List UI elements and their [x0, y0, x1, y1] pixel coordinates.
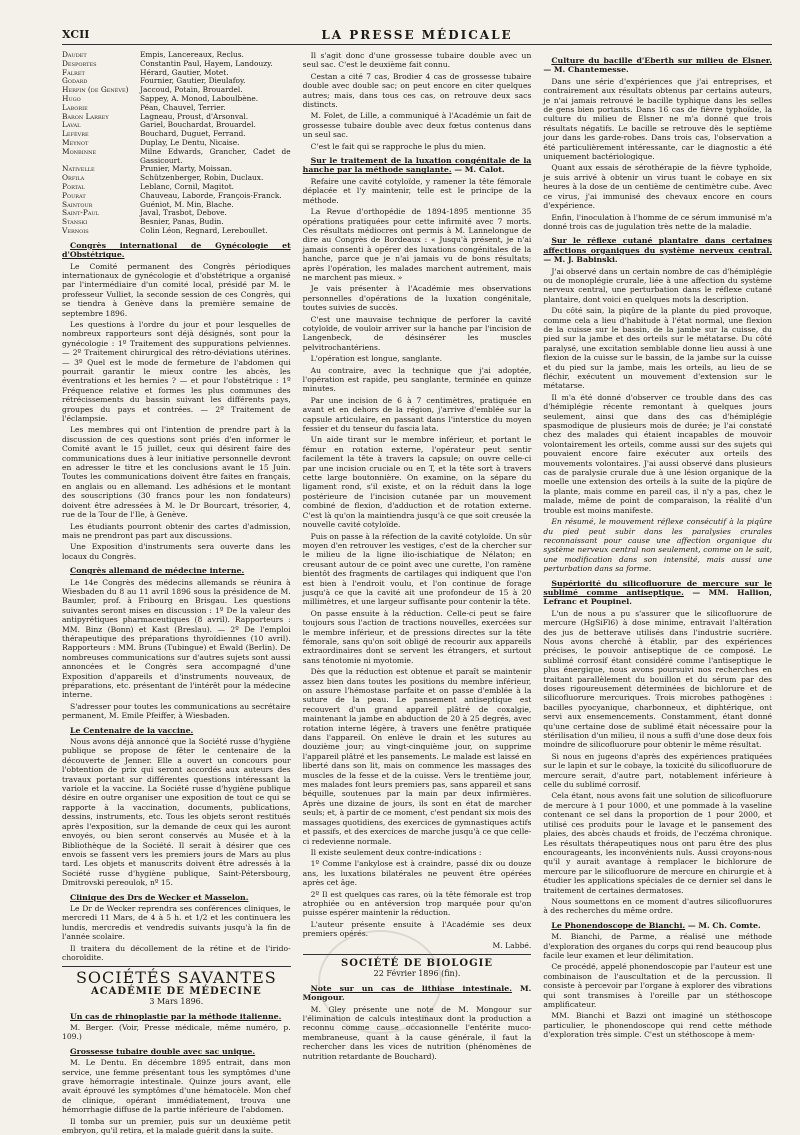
paragraph: Du côté sain, la piqûre de la plante du pied provoque, comme cela a lieu d'habitude à l'état normal, une flexion de la cuisse sur le bassin, de la jambe sur la cuisse, du pied sur la jambe et des orteils sur le métatarse. Du côté paralysé, une excitation semblable donne lieu aussi à une flexion de la cuisse sur le bassin, de la jambe sur la cuisse et du pied sur la jambe, mais les orteils, au lieu de se fléchir, exécutent un mouvement d'extension sur le métatarse.	[543, 306, 773, 391]
jury-members: Schützenberger, Robin, Duclaux.	[140, 173, 264, 183]
paragraph: Enfin, l'inoculation à l'homme de ce sérum immunisé m'a donné trois cas de jugulation très nette de la maladie.	[543, 212, 773, 231]
prize-name: Laborie	[62, 102, 88, 112]
paragraph: Nous soumettons en ce moment d'autres silicofluorures à des recherches du même ordre.	[543, 896, 773, 916]
journal-page	[62, 28, 773, 1135]
jury-members: Hérard, Gautier, Motet.	[140, 67, 229, 77]
paragraph: Dans une série d'expériences que j'ai entreprises, et contrairement aux résultats obtenus par certains auteurs, je n'ai jamais retrouvé le bacille typhique dans les selles de gens bien portants. Dans 16 cas de fièvre typhoïde, la culture du milieu de Elsner ne m'a donné que trois résultats négatifs. Le bacille se retrouve dès le septième jour dans les garde-robes. Dans trois cas, l'observation a été particulièrement intéressante, car le diagnostic a été uniquement bactériologique.	[543, 76, 773, 162]
prize-name: Orfila	[62, 173, 85, 183]
prize-name: Herpin (de Genève)	[62, 85, 129, 95]
paragraph: En résumé, le mouvement réflexe consécutif à la piqûre du pied peut subir dans les paralysies crurales reconnaissant pour cause une affection organique du système nerveux central non seulement, comme on le sait, une modification dans son intensité, mais aussi une perturbation dans sa forme.	[543, 517, 773, 574]
academie-date: 3 Mars 1896.	[149, 997, 204, 1007]
column-1	[62, 50, 291, 1135]
paragraph: L'auteur présente ensuite à l'Académie ses deux premiers opérés.	[302, 919, 532, 939]
jury-members: Chauveau, Laborde, François-Franck.	[140, 190, 282, 200]
paragraph: L'opération est longue, sanglante.	[310, 354, 443, 364]
jury-members: Jaccoud, Potain, Brouardel.	[140, 85, 243, 95]
prize-name: Falret	[62, 67, 85, 77]
luxation-author: M. Calot.	[464, 165, 505, 175]
paragraph: M. Folet, de Lille, a communiqué à l'Académie un fait de grossesse tubaire double avec deux fœtus contenus dans un seul sac.	[302, 111, 532, 140]
prize-name: Portal	[62, 181, 85, 191]
rhinoplastie-heading: Un cas de rhinoplastie par la méthode italienne.	[70, 1011, 282, 1021]
paragraph: Un aide tirant sur le membre inférieur, et portant le fémur en rotation externe, l'opérateur peut sentir facilement la tête à travers la capsule; on ouvre celle-ci par une incision cruciale ou en T, et la tête sort à travers cette large boutonnière. On examine, on la sépare du ligament rond, s'il existe, et on la réduit dans la loge postérieure de l'incision cutanée par un mouvement combiné de flexion, d'adduction et de rotation externe. C'est là qu'on la maintiendra jusqu'à ce que soit creusée la nouvelle cavité cotyloïde.	[302, 435, 532, 530]
paragraph: Il m'a été donné d'observer ce trouble dans des cas d'hémiplégie récente remontant à quelques jours seulement, ainsi que dans des cas d'hémiplégie spasmodique de plusieurs mois de durée; je l'ai constaté chez des malades qui étaient incapables de mouvoir volontairement les orteils, comme aussi sur des sujets qui pouvaient encore faire exécuter aux orteils des mouvements volontaires. J'ai aussi observé dans plusieurs cas de paralysie crurale due à une lésion organique de la moelle une extension des orteils à la suite de la piqûre de la plante, mais comme en pareil cas, il n'y a pas, chez le malade, même de point de comparaison, la réalité d'un trouble est moins manifeste.	[543, 392, 773, 515]
members-row	[62, 227, 291, 236]
column-2	[303, 51, 532, 1091]
jury-members: Constantin Paul, Hayem, Landouzy.	[140, 58, 273, 68]
prize-name: Lefèvre	[62, 129, 89, 139]
paragraph: Refaire une cavité cotyloïde, y ramener la tête fémorale déplacée et l'y maintenir, telle est le principe de la méthode.	[302, 176, 532, 205]
jury-members: Empis, Lancereaux, Reclus.	[140, 50, 244, 59]
paragraph: M. Berger. (Voir, Presse médicale, même numéro, p. 109.)	[62, 1023, 291, 1042]
prize-name: Baron Larrey	[62, 111, 109, 121]
prize-name: Daudet	[62, 50, 87, 59]
societes-savantes-title: SOCIÉTÉS SAVANTES	[75, 968, 277, 988]
paragraph: La Revue d'orthopédie de 1894-1895 mentionne 35 opérations pratiquées pour cette infirmité avec 7 morts. Ces résultats médiocres ont permis à M. Lannelongue de dire au Congrès de Bordeaux : « Jusqu'à présent, je n'ai jamais consenti à opérer des luxations congénitales de la hanche, parce que je n'ai jamais vu de bons résultats; après l'opération, les malades marchent autrement, mais ne marchent pas mieux. »	[302, 207, 532, 282]
paragraph: C'est le fait qui se rapproche le plus du mien.	[310, 141, 486, 151]
paragraph: MM. Bianchi et Bazzi ont imaginé un stéthoscope particulier, le phonendoscope qui rend cette méthode d'exploration très simple. C'est un stéthoscope à mem-	[543, 1011, 773, 1040]
paragraph: Il s'agit donc d'une grossesse tubaire double avec un seul sac. C'est le deuxième fait connu.	[302, 51, 532, 70]
eberth-heading: Culture du bacille d'Eberth sur milieu de Elsner. — M. Chantemesse.	[543, 56, 773, 75]
paragraph: J'ai observé dans un certain nombre de cas d'hémiplégie ou de monoplégie crurale, liée à une affection du système nerveux central, une perturbation dans le réflexe cutané plantaire, dont voici en quelques mots la description.	[543, 266, 773, 304]
jury-members: Péan, Chauvel, Terrier.	[140, 102, 226, 112]
prize-name: Desportes	[62, 58, 97, 68]
jury-members: Lagneau, Proust, d'Arsonval.	[140, 111, 249, 121]
paragraph: L'un de nous a pu s'assurer que le silicofluorure de mercure (HgSiFl6) à dose minime, entravait l'altération des jus de betterave utilisés dans l'industrie sucrière. Nous avons cherché à établir, par des expériences précises, le pouvoir antiseptique de ce composé. Le sublimé corrosif étant considéré comme l'antiseptique le plus énergique, nous avons poursuivi nos recherches en traitant parallèlement du bouillon et du sérum par des doses rigoureusement déterminées de bichlorure et de silicofluorure mercuriques. Trois microbes pathogènes : bacilles pyocyanique, charbonneux, et diphtérique, ont servi aux ensemencements. Constamment, étant donné qu'une certaine dose de sublimé était nécessaire pour la stérilisation d'un milieu, il nous a suffi d'une dose deux fois moindre de silicofluorure pour obtenir le même résultat.	[543, 608, 773, 750]
clinique-heading: Clinique des Drs de Wecker et Masselon.	[70, 892, 249, 902]
congres-gyneco-heading: Congrès international de Gynécologie et d'Obstétrique.	[62, 240, 291, 260]
prize-members-table	[62, 51, 291, 236]
running-head	[62, 28, 772, 45]
paragraph: Le Dr de Wecker reprendra ses conférences cliniques, le mercredi 11 Mars, de 4 à 5 h. et 1/2 et les continuera les lundis, mercredis et vendredis suivants jusqu'à la fin de l'année scolaire.	[62, 903, 291, 942]
paragraph: Les questions à l'ordre du jour et pour lesquelles de nombreux rapporteurs sont déjà désignés, sont pour la gynécologie : 1º Traitement des suppurations pelviennes. — 2º Traitement chirurgical des rétro-déviations utérines. — 3º Quel est le mode de fermeture de l'abdomen qui pourrait garantir le mieux contre les abcès, les éventrations et les hernies ? — et pour l'obstétrique : 1º Fréquence relative et formes les plus communes des rétrécissements du bassin suivant les différents pays, groupes du pays et contrées. — 2º Traitement de l'éclampsie.	[62, 319, 291, 424]
silicofluorure-authors: MM. Hallion, Lefranc et Poupinel.	[543, 587, 773, 607]
divider	[303, 954, 532, 955]
silicofluorure-heading: Supériorité du silicofluorure de mercure sur le sublimé comme antiseptique. — MM. Hallion, Lefranc et Poupinel.	[543, 578, 773, 607]
jury-members: Javal, Trasbot, Debove.	[140, 208, 227, 218]
prize-name: Stanski	[62, 217, 88, 227]
prize-name: Vernois	[62, 225, 89, 235]
academie-title: ACADÉMIE DE MÉDECINE	[90, 985, 262, 997]
paragraph: Cela étant, nous avons fait une solution de silicofluorure de mercure à 1 pour 1000, et une pommade à la vaseline contenant ce sel dans la proportion de 1 pour 2000, et utilisé ces produits pour le lavage et le pansement des plaies, des abcès chauds et froids, de l'eczéma chronique. Les résultats thérapeutiques nous ont paru être des plus encourageants, les inconvénients nuls. Aussi croyons-nous qu'il y aurait avantage à remplacer le bichlorure de mercure par le silicofluorure de mercure en chirurgie et à étudier les applications spéciales de ce dernier sel dans le traitement de certaines dermatoses.	[543, 791, 773, 895]
prize-name: Meynot	[62, 137, 89, 147]
jury-members: Besnier, Panas, Budin.	[140, 217, 224, 227]
jury-members: Leblanc, Cornil, Magitot.	[140, 181, 235, 191]
jury-members: Milne Edwards, Grancher, Cadet de Gassicourt.	[140, 146, 291, 165]
paragraph: Une Exposition d'instruments sera ouverte dans les locaux du Congrès.	[62, 542, 291, 561]
paragraph: M. Le Dentu. En décembre 1895 entrait, dans mon service, une femme présentant tous les symptômes d'une grave hémorragie intestinale. Quinze jours avant, elle avait éprouvé les symptômes d'une hématocèle. Mon chef de clinique, opérant immédiatement, trouva une hémorrhagie diffuse de la partie inférieure de l'abdomen.	[62, 1058, 291, 1115]
jury-members: Sappey, A. Monod, Laboulbène.	[140, 93, 259, 103]
prize-name: Hugo	[62, 93, 81, 103]
grossesse-heading: Grossesse tubaire double avec sac unique.	[70, 1046, 256, 1056]
eberth-author: M. Chantemesse.	[553, 65, 629, 75]
paragraph: Le 14e Congrès des médecins allemands se réunira à Wiesbaden du 8 au 11 avril 1896 sous la présidence de M. Baumler, prof. à Fribourg en Brisgau. Les questions suivantes seront mises en discussion : 1º De la valeur des antipyrétiques pharmaceutiques (8 avril). Rapporteurs : MM. Binz (Bonn) et Kast (Breslau). — 2º De l'emploi thérapeutique des préparations thyroïdiennes (10 avril). Rapporteurs : MM. Bruns (Tubingue) et Ewald (Berlin). De nombreuses communications sur d'autres sujets sont aussi annoncées et le Congrès sera accompagné d'une Exposition d'appareils et d'instruments nouveaux, de préparations, etc. présentant de l'intérêt pour la médecine interne.	[62, 577, 291, 700]
paragraph: Nous avons déjà annoncé que la Société russe d'hygiène publique se propose de fêter le centenaire de la découverte de Jenner. Elle a ouvert un concours pour l'obtention de prix qui seront accordés aux auteurs des travaux portant sur différentes questions intéressant la variole et la vaccine. La Société russe d'hygiène publique désire en outre organiser une exposition de tout ce qui se rapporte à la vaccination, documents, publications, dessins, instruments, etc. Tous les objets seront restitués après l'exposition, sur la demande de ceux qui les auront envoyés, ou bien seront conservés au Musée et à la Bibliothèque de la Société. Il serait à désirer que ces envois se fassent vers les premiers jours de Mars au plus tard. Les objets et manuscrits doivent être adressés à la Société russe d'hygiène publique, Saint-Pétersbourg, Dmitrovski pereoulok, nº 15.	[62, 737, 291, 888]
signature: M. Labbé.	[492, 940, 532, 950]
paragraph: Ce procédé, appelé phonendoscopie par l'auteur est une combinaison de l'auscultation et de la percussion. Il consiste à percevoir par l'organe à explorer des vibrations qui sont transmises à l'oreille par un stéthoscope amplificateur.	[543, 962, 773, 1009]
paragraph: On passe ensuite à la réduction. Celle-ci peut se faire toujours sous l'action de tractions nouvelles, exercées sur le membre inférieur, et de pressions directes sur la tête fémorale, sans qu'on soit obligé de recourir aux appareils extraordinaires dont se servent les étrangers, et surtout sans ténotomie ni myotomie.	[302, 608, 532, 665]
prize-name: Pourat	[62, 190, 86, 200]
paragraph: Les membres qui ont l'intention de prendre part à la discussion de ces questions sont priés d'en informer le Comité avant le 15 juillet, ceux qui désirent faire des communications dues à leur initiative personnelle devront en adresser le titre et les conclusions avant le 15 Juin. Toutes les communications doivent être faites en français, en anglais ou en allemand. Les adhésions et le montant des souscriptions (30 francs pour les non fondateurs) doivent être adressées à M. le Dr Bourcart, trésorier, 4, rue de la Tour de l'Ile, à Genève.	[62, 425, 291, 520]
paragraph: 1º Comme l'ankylose est à craindre, passé dix ou douze ans, les luxations bilatérales ne peuvent être opérées après cet âge.	[302, 859, 532, 888]
prize-name: Godard	[62, 76, 88, 86]
lithiase-heading: Note sur un cas de lithiase intestinale. M. Mongour.	[302, 983, 532, 1003]
column-3	[543, 51, 772, 1091]
paragraph: Les étudiants pourront obtenir des cartes d'admission, mais ne prendront pas part aux discussions.	[62, 521, 291, 540]
paragraph: S'adresser pour toutes les communications au secrétaire permanent, M. Emile Pfeiffer, à Wiesbaden.	[62, 701, 291, 721]
jury-members: Prunier, Marty, Moissan.	[140, 164, 233, 174]
societe-biologie-title: SOCIÉTÉ DE BIOLOGIE	[341, 957, 493, 969]
societe-biologie-date: 22 Février 1896 (fin).	[373, 969, 461, 979]
paragraph: Au contraire, avec la technique que j'ai adoptée, l'opération est rapide, peu sanglante, terminée en quinze minutes.	[302, 365, 532, 394]
phonendoscope-heading: Le Phonendoscope de Bianchi. — M. Ch. Comte.	[551, 920, 761, 930]
paragraph: Il tomba sur un premier, puis sur un deuxième petit embryon, qu'il retira, et la malade guérit dans la suite.	[62, 1116, 291, 1135]
journal-title: LA PRESSE MÉDICALE	[321, 28, 513, 42]
lithiase-author: M. Mongour.	[302, 983, 532, 1003]
paragraph: Quant aux essais de sérothérapie de la fièvre typhoïde, je suis arrivé à obtenir un virus tuant le cobaye en six heures à la dose de un centième de centimètre cube. Avec ce virus, j'ai immunisé des chevaux encore en cours d'expérience.	[543, 163, 773, 211]
prize-name: Saint-Paul	[62, 208, 99, 218]
paragraph: M. Gley présente une note de M. Mongour sur l'élimination de calculs intestinaux dont la production a reconnu comme cause occasionnelle l'entérite muco-membraneuse, quant à la cause générale, il faut la rechercher dans les vices de nutrition (phénomènes de nutrition retardante de Bouchard).	[302, 1004, 532, 1061]
jury-members: Bouchard, Duguet, Ferrand.	[140, 129, 246, 139]
luxation-heading: Sur le traitement de la luxation congénitale de la hanche par la méthode sanglante. — M. Calot.	[302, 156, 532, 175]
paragraph: Il traitera du décollement de la rétine et de l'irido-choroïdite.	[62, 943, 291, 962]
prize-name: Laval	[62, 120, 81, 130]
paragraph: M. Bianchi, de Parme, a réalisé une méthode d'exploration des organes du corps qui rend beaucoup plus facile leur examen et leur délimitation.	[543, 932, 773, 960]
phonendoscope-author: M. Ch. Comte.	[698, 920, 761, 930]
paragraph: Si nous en jugeons d'après des expériences pratiquées sur le lapin et sur le cobaye, la toxicité du silicofluorure de mercure serait, d'autre part, notablement inférieure à celle du sublimé corrosif.	[543, 751, 773, 790]
paragraph: 2º Il est quelques cas rares, où la tête fémorale est trop atrophiée ou en antéversion trop marquée pour qu'on puisse espérer maintenir la réduction.	[302, 889, 532, 918]
reflexe-heading: Sur le réflexe cutané plantaire dans certaines affections organiques du système nerveux central. — M. J. Babinski.	[543, 236, 773, 265]
congres-allemand-heading: Congrès allemand de médecine interne.	[70, 566, 245, 576]
paragraph: Le Comité permanent des Congrès périodiques internationaux de gynécologie et d'obstétrique a organisé par l'intermédiaire d'un comité local, présidé par M. le professeur Vulliet, la seconde session de ces Congrès, qui se tiendra à Genève dans la première semaine de septembre 1896.	[62, 261, 291, 318]
jury-members: Fournier, Gautier, Dieulafoy.	[140, 76, 246, 86]
page-number: XCII	[62, 28, 90, 41]
paragraph: Cestan a cité 7 cas, Brodier 4 cas de grossesse tubaire double avec double sac; on peut encore en citer quelques autres; mais, dans tous ces cas, on retrouve deux sacs distincts.	[302, 71, 532, 110]
paragraph: Dès que la réduction est obtenue et paraît se maintenir assez bien dans toutes les positions du membre inférieur, on assure l'hémostase parfaite et on passe d'emblée à la suture de la peau. Le pansement antiseptique est recouvert d'un grand appareil plâtré de coxalgie, maintenant la jambe en abduction de 20 à 25 degrés, avec rotation interne légère, à travers une fenêtre pratiquée dans l'appareil. On enlève le drain et les sutures au douzième jour; au vingt-cinquième jour, on supprime l'appareil plâtré et les pansements. Le malade est laissé en liberté dans son lit, mais on commence les massages des muscles de la fesse et de la cuisse. Vers le trentième jour, mes malades font leurs premiers pas, sans appareil et sans béquille, soutenues par la main par deux infirmières. Après une dizaine de jours, ils sont en état de marcher seuls; et, à partir de ce moment, c'est pendant six mois des massages quotidiens, des exercices de gymnastiques actifs et passifs, et des exercices de marche jusqu'à ce que celle-ci redevienne normale.	[302, 667, 532, 846]
paragraph: C'est une mauvaise technique de perforer la cavité cotyloïde, de vouloir arriver sur la hanche par l'incision de Langenbeck, de désinsérer les muscles pelvitrochantériens.	[302, 314, 532, 352]
vaccine-heading: Le Centenaire de la vaccine.	[70, 725, 194, 735]
jury-members: Gariel, Bouchardat, Brouardel.	[140, 120, 256, 130]
paragraph: Je vais présenter à l'Académie mes observations personnelles d'opérations de la luxation congénitale, toutes suivies de succès.	[302, 284, 532, 313]
prize-name: Monbinne	[62, 146, 97, 156]
paragraph: Il existe seulement deux contre-indications :	[310, 847, 482, 857]
prize-name: Saintour	[62, 199, 93, 209]
jury-members: Guéniot, M. Min, Blache.	[140, 199, 234, 209]
prize-name: Nativelle	[62, 164, 95, 174]
paragraph: Puis on passe à la réfection de la cavité cotyloïde. Un sûr moyen d'en retrouver les vestiges, c'est de la chercher sur le milieu de la ligne ilio-ischiatique de Nélaton; en creusant autour de ce point avec une curette, l'on ramène bientôt des fragments de cartilages qui indiquent que l'on est bien à l'endroit voulu, et l'on continue de forage jusqu'à ce que la cavité ait une profondeur de 15 à 20 millimètres, et une largeur suffisante pour contenir la tête.	[302, 531, 532, 607]
jury-members: Colin Léon, Regnard, Lereboullet.	[140, 225, 268, 235]
paragraph: Par une incision de 6 à 7 centimètres, pratiquée en avant et en dehors de la région, j'arrive d'emblée sur la capsule articulaire, en passant dans l'interstice du moyen fessier et du tenseur du fascia lata.	[302, 395, 532, 434]
jury-members: Duplay, Le Dentu, Nicaise.	[140, 137, 240, 147]
reflexe-author: M. J. Babinski.	[553, 255, 618, 265]
members-row	[62, 148, 291, 166]
